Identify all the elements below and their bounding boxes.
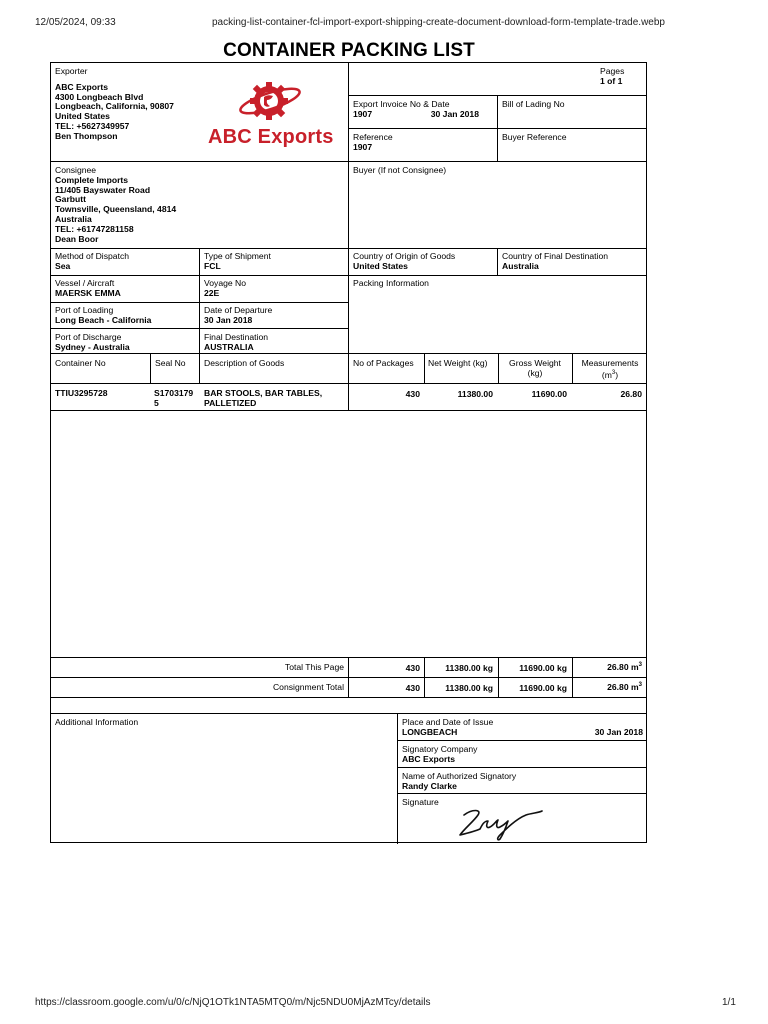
- exporter-address2: Longbeach, California, 90807: [55, 101, 174, 112]
- row-net-weight: 11380.00: [457, 389, 493, 399]
- row-description-line2: PALLETIZED: [204, 397, 257, 408]
- grid-line: [497, 95, 498, 161]
- signatory-company-label: Signatory Company: [402, 744, 478, 754]
- reference-value: 1907: [353, 141, 373, 152]
- consignee-name: Complete Imports: [55, 174, 129, 185]
- total-page-packages: 430: [405, 663, 420, 673]
- vessel-block: [55, 279, 121, 299]
- grid-line: [51, 657, 647, 658]
- total-page-measure: [607, 662, 642, 672]
- row-gross-weight: 11690.00: [531, 389, 567, 399]
- consignee-address1: 11/405 Bayswater Road: [55, 184, 151, 195]
- grid-line: [498, 657, 499, 697]
- total-page-measure-sup: 3: [638, 662, 642, 669]
- port-of-loading-block: [55, 306, 151, 326]
- consignee-address3: Townsville, Queensland, 4814: [55, 204, 177, 215]
- print-timestamp: 12/05/2024, 09:33: [35, 17, 116, 28]
- grid-line: [199, 353, 200, 383]
- exporter-address1: 4300 Longbeach Blvd: [55, 91, 144, 102]
- col-header-measurements: [573, 359, 647, 380]
- consignment-total-label: Consignment Total: [272, 682, 344, 692]
- port-of-discharge-value: Sydney - Australia: [55, 341, 130, 352]
- signature-label: Signature: [402, 797, 439, 807]
- consignee-label: Consignee: [55, 165, 97, 175]
- grid-line: [497, 248, 498, 275]
- col-header-container: Container No: [55, 358, 106, 368]
- row-packages: 430: [405, 389, 420, 399]
- country-of-origin-block: [353, 252, 455, 272]
- grid-line: [150, 353, 151, 383]
- final-destination-label: Final Destination: [204, 332, 269, 342]
- col-header-description: Description of Goods: [204, 358, 285, 368]
- authorized-signatory-label: Name of Authorized Signatory: [402, 771, 517, 781]
- total-page-net: 11380.00 kg: [445, 663, 493, 673]
- grid-line: [51, 248, 647, 249]
- exporter-name: ABC Exports: [55, 81, 109, 92]
- export-invoice-block: [353, 100, 491, 120]
- date-of-departure-label: Date of Departure: [204, 305, 273, 315]
- type-of-shipment-label: Type of Shipment: [204, 251, 271, 261]
- bill-of-lading-label: Bill of Lading No: [502, 99, 565, 109]
- consignment-measure-sup: 3: [638, 682, 642, 689]
- grid-line: [51, 410, 647, 411]
- signatory-company-value: ABC Exports: [402, 753, 456, 764]
- measurements-header-line2: [573, 369, 647, 381]
- gross-weight-header-line2: (kg): [527, 367, 543, 378]
- brand-name: ABC Exports: [208, 126, 334, 148]
- grid-line: [397, 793, 647, 794]
- measurements-unit-close: ): [615, 369, 619, 380]
- grid-line: [424, 657, 425, 697]
- grid-line: [348, 657, 349, 697]
- col-header-seal: Seal No: [155, 358, 186, 368]
- method-of-dispatch-block: [55, 252, 129, 272]
- place-date-issue-block: [402, 718, 643, 738]
- date-of-issue: 30 Jan 2018: [594, 726, 643, 737]
- voyage-value: 22E: [204, 287, 220, 298]
- consignee-block: [55, 166, 176, 244]
- packing-info-label: Packing Information: [353, 278, 429, 288]
- pages-block: [600, 67, 624, 87]
- exporter-country: United States: [55, 111, 110, 122]
- grid-line: [51, 383, 647, 384]
- measurements-header-line1: Measurements: [581, 358, 639, 368]
- export-invoice-label: Export Invoice No & Date: [353, 99, 450, 109]
- consignment-measure-value: 26.80 m: [607, 682, 639, 692]
- port-of-discharge-block: [55, 333, 130, 353]
- consignment-packages: 430: [405, 683, 420, 693]
- vessel-value: MAERSK EMMA: [55, 287, 121, 298]
- buyer-label: Buyer (If not Consignee): [353, 165, 447, 175]
- pages-value: 1 of 1: [600, 75, 623, 86]
- voyage-block: [204, 279, 246, 299]
- authorized-signatory-value: Randy Clarke: [402, 780, 457, 791]
- grid-line: [51, 677, 647, 678]
- grid-line: [424, 353, 425, 383]
- grid-line: [51, 697, 647, 698]
- total-page-gross: 11690.00 kg: [519, 663, 567, 673]
- grid-line: [51, 713, 647, 714]
- grid-line: [397, 767, 647, 768]
- final-destination-block: [204, 333, 268, 353]
- reference-block: [353, 133, 393, 153]
- grid-line: [199, 248, 200, 353]
- row-measurements: 26.80: [620, 389, 642, 399]
- col-header-gross-weight: [499, 359, 571, 379]
- voyage-label: Voyage No: [204, 278, 247, 288]
- gross-weight-header-line1: Gross Weight: [509, 358, 561, 368]
- packing-list-form: [50, 62, 647, 843]
- consignee-contact: Dean Boor: [55, 233, 99, 244]
- print-url: https://classroom.google.com/u/0/c/NjQ1OTk1NTA5MTQ0/m/Njc5NDU0MjAzMTcy/details: [35, 997, 431, 1008]
- port-of-loading-value: Long Beach - California: [55, 314, 152, 325]
- grid-line: [397, 713, 398, 844]
- signature-image: [456, 803, 546, 843]
- total-this-page-label: Total This Page: [284, 662, 344, 672]
- port-of-discharge-label: Port of Discharge: [55, 332, 122, 342]
- exporter-block: [55, 67, 174, 142]
- vessel-label: Vessel / Aircraft: [55, 278, 115, 288]
- row-description: [204, 389, 322, 409]
- export-invoice-number: 1907: [353, 108, 373, 119]
- port-of-loading-label: Port of Loading: [55, 305, 114, 315]
- grid-line: [51, 353, 647, 354]
- row-seal-line2: 5: [154, 397, 159, 408]
- buyer-block: [353, 166, 446, 176]
- document-title: CONTAINER PACKING LIST: [223, 40, 475, 61]
- row-description-line1: BAR STOOLS, BAR TABLES,: [204, 388, 323, 398]
- signatory-company-block: [402, 745, 477, 765]
- additional-info-label: Additional Information: [55, 717, 139, 727]
- consignment-gross: 11690.00 kg: [519, 683, 567, 693]
- country-of-origin-label: Country of Origin of Goods: [353, 251, 456, 261]
- grid-line: [348, 63, 349, 410]
- print-page-count: 1/1: [722, 997, 736, 1008]
- type-of-shipment-value: FCL: [204, 260, 221, 271]
- authorized-signatory-block: [402, 772, 516, 792]
- method-of-dispatch-label: Method of Dispatch: [55, 251, 130, 261]
- method-of-dispatch-value: Sea: [55, 260, 71, 271]
- consignee-country: Australia: [55, 213, 92, 224]
- country-of-destination-value: Australia: [502, 260, 539, 271]
- consignment-measure: [607, 682, 642, 692]
- measurements-unit: (m: [601, 369, 612, 380]
- col-header-packages: No of Packages: [353, 358, 414, 368]
- country-of-destination-label: Country of Final Destination: [502, 251, 609, 261]
- buyer-reference-block: [502, 133, 567, 143]
- row-container-no: TTIU3295728: [55, 388, 108, 398]
- measurements-unit-sup: 3: [611, 369, 616, 376]
- consignee-tel: TEL: +61747281158: [55, 223, 134, 234]
- gear-globe-icon: [237, 79, 303, 123]
- place-date-issue-label: Place and Date of Issue: [402, 717, 494, 727]
- grid-line: [51, 161, 647, 162]
- print-file-title: packing-list-container-fcl-import-export-shipping-create-document-download-form-template-trade.webp: [212, 17, 665, 28]
- total-page-measure-value: 26.80 m: [607, 662, 639, 672]
- pages-label: Pages: [600, 66, 625, 76]
- type-of-shipment-block: [204, 252, 271, 272]
- exporter-tel: TEL: +5627349957: [55, 120, 130, 131]
- bill-of-lading-block: [502, 100, 565, 110]
- reference-label: Reference: [353, 132, 393, 142]
- date-of-departure-value: 30 Jan 2018: [204, 314, 253, 325]
- place-of-issue: LONGBEACH: [402, 726, 458, 737]
- packing-info-block: [353, 279, 429, 289]
- country-of-destination-block: [502, 252, 608, 272]
- exporter-contact: Ben Thompson: [55, 130, 118, 141]
- final-destination-value: AUSTRALIA: [204, 341, 254, 352]
- buyer-reference-label: Buyer Reference: [502, 132, 567, 142]
- export-invoice-date: 30 Jan 2018: [430, 108, 479, 119]
- grid-line: [397, 740, 647, 741]
- row-seal-no: [154, 389, 193, 409]
- grid-line: [51, 275, 647, 276]
- grid-line: [572, 657, 573, 697]
- consignment-net: 11380.00 kg: [445, 683, 493, 693]
- country-of-origin-value: United States: [353, 260, 408, 271]
- col-header-net-weight: Net Weight (kg): [428, 358, 488, 368]
- exporter-label: Exporter: [55, 66, 88, 76]
- consignee-address2: Garbutt: [55, 194, 87, 205]
- row-seal-line1: S1703179: [154, 388, 194, 398]
- date-of-departure-block: [204, 306, 272, 326]
